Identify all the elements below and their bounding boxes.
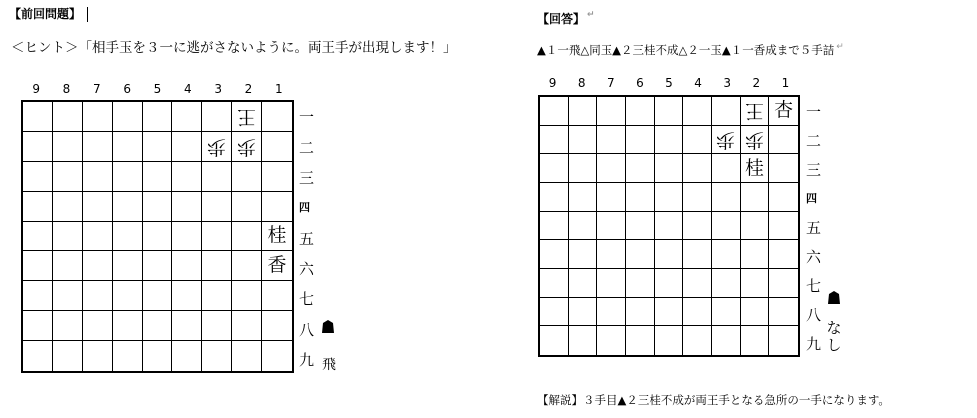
board-square <box>712 126 741 155</box>
file-label: 3 <box>723 76 732 90</box>
explanation-text: 【解説】３手目▲２三桂不成が両王手となる急所の一手になります。 <box>537 393 890 407</box>
board-square <box>262 341 292 371</box>
board-square <box>232 102 262 132</box>
board-square <box>172 311 202 341</box>
board-square <box>83 162 113 192</box>
board-square <box>172 192 202 222</box>
board-square <box>769 183 798 212</box>
board-square <box>23 132 53 162</box>
board-square <box>113 281 143 311</box>
board-square <box>597 269 626 298</box>
board-square <box>172 132 202 162</box>
board-square <box>83 251 113 281</box>
rank-label: 九 <box>806 335 822 354</box>
board-square <box>655 212 684 241</box>
board-square <box>232 281 262 311</box>
sente-piece: 桂 <box>744 156 764 179</box>
opponent-piece: 王 <box>744 100 764 123</box>
file-label: 6 <box>123 82 131 96</box>
board-square <box>741 97 770 126</box>
board-square <box>202 192 232 222</box>
rank-label: 八 <box>299 320 315 339</box>
board-square <box>83 132 113 162</box>
board-square <box>53 102 83 132</box>
board-square <box>83 281 113 311</box>
board-square <box>113 251 143 281</box>
board-square <box>143 341 173 371</box>
board-square <box>202 162 232 192</box>
file-label: 6 <box>636 76 644 90</box>
board-square <box>540 269 569 298</box>
board-square <box>769 97 798 126</box>
file-label: 1 <box>781 76 790 90</box>
board-square <box>712 212 741 241</box>
board-square <box>540 212 569 241</box>
board-square <box>569 126 598 155</box>
board-square <box>23 341 53 371</box>
board-square <box>597 154 626 183</box>
board-square <box>113 102 143 132</box>
board-square <box>597 97 626 126</box>
sente-piece-icon <box>828 291 840 304</box>
board-square <box>143 132 173 162</box>
board-square <box>172 162 202 192</box>
board-square <box>569 269 598 298</box>
file-label: 5 <box>153 82 162 96</box>
board-square <box>683 212 712 241</box>
rank-label: 八 <box>806 306 822 325</box>
board-square <box>712 154 741 183</box>
hint-text: ＜ヒント＞「相手玉を３一に逃がさないように。両王手が出現します！」 <box>11 40 457 56</box>
board-square <box>232 162 262 192</box>
board-square <box>655 97 684 126</box>
board-square <box>172 251 202 281</box>
board-square <box>262 222 292 252</box>
file-label: 4 <box>184 82 192 96</box>
opponent-piece: 王 <box>237 105 257 128</box>
file-label: 2 <box>244 82 253 96</box>
board-square <box>262 251 292 281</box>
file-label: 8 <box>62 82 71 96</box>
board-square <box>569 212 598 241</box>
file-label: 7 <box>93 82 101 96</box>
right-heading <box>537 10 595 27</box>
file-label: 7 <box>606 76 615 90</box>
board-square <box>232 192 262 222</box>
opponent-piece: 歩 <box>237 135 257 158</box>
board-square <box>113 162 143 192</box>
board-square <box>569 97 598 126</box>
board-square <box>683 97 712 126</box>
board-square <box>262 311 292 341</box>
sente-piece: 桂 <box>267 224 287 247</box>
board-square <box>23 102 53 132</box>
board-square <box>655 183 684 212</box>
rank-label: 九 <box>299 350 315 369</box>
board-square <box>712 269 741 298</box>
sente-piece: 杏 <box>774 99 794 122</box>
board-square <box>143 251 173 281</box>
board-square <box>569 183 598 212</box>
board-square <box>741 154 770 183</box>
board-square <box>626 154 655 183</box>
board-square <box>683 240 712 269</box>
board-square <box>143 162 173 192</box>
board-square <box>143 281 173 311</box>
board-square <box>769 326 798 355</box>
board-square <box>597 183 626 212</box>
board-square <box>232 251 262 281</box>
rank-label: 二 <box>299 138 315 157</box>
sente-piece-icon <box>322 320 334 333</box>
board-square <box>232 341 262 371</box>
board-square <box>569 298 598 327</box>
board-square <box>712 183 741 212</box>
rank-label: 三 <box>806 160 822 179</box>
opponent-piece: 歩 <box>716 128 736 151</box>
board-square <box>53 222 83 252</box>
board-square <box>655 326 684 355</box>
board-square <box>597 212 626 241</box>
rank-label: 七 <box>299 290 315 309</box>
board-square <box>540 298 569 327</box>
board-square <box>202 251 232 281</box>
board-square <box>569 240 598 269</box>
board-square <box>626 126 655 155</box>
board-square <box>626 326 655 355</box>
board-square <box>232 222 262 252</box>
board-square <box>769 154 798 183</box>
board-square <box>262 281 292 311</box>
board-square <box>597 326 626 355</box>
sente-piece: 香 <box>267 254 287 277</box>
board-square <box>83 311 113 341</box>
board-square <box>262 192 292 222</box>
board-square <box>53 132 83 162</box>
board-square <box>53 251 83 281</box>
board-square <box>113 192 143 222</box>
board-square <box>597 298 626 327</box>
board-square <box>232 311 262 341</box>
board-square <box>202 102 232 132</box>
board-square <box>683 269 712 298</box>
paragraph-mark: ↵ <box>836 42 844 52</box>
rank-label: 四 <box>299 201 310 215</box>
solution-line <box>537 42 844 58</box>
board-square <box>23 162 53 192</box>
board-square <box>143 192 173 222</box>
left-board <box>21 100 294 373</box>
board-square <box>23 192 53 222</box>
board-square <box>741 183 770 212</box>
file-label: 8 <box>577 76 586 90</box>
board-square <box>172 102 202 132</box>
file-label: 5 <box>665 76 673 90</box>
file-label: 3 <box>214 82 222 96</box>
left-heading-text: 【前回問題】 <box>9 7 82 21</box>
board-square <box>83 102 113 132</box>
board-square <box>540 154 569 183</box>
board-square <box>143 222 173 252</box>
opponent-piece: 歩 <box>744 128 764 151</box>
board-square <box>202 132 232 162</box>
board-square <box>53 162 83 192</box>
board-square <box>172 341 202 371</box>
board-square <box>202 222 232 252</box>
rank-label: 四 <box>806 191 817 205</box>
board-square <box>626 240 655 269</box>
board-square <box>683 154 712 183</box>
board-square <box>143 311 173 341</box>
board-square <box>683 126 712 155</box>
right-hand-pieces: なし <box>826 319 842 354</box>
board-square <box>683 298 712 327</box>
board-square <box>769 212 798 241</box>
board-square <box>262 132 292 162</box>
text-cursor <box>87 7 88 22</box>
board-square <box>655 298 684 327</box>
board-square <box>540 183 569 212</box>
board-square <box>540 97 569 126</box>
rank-label: 三 <box>299 168 315 187</box>
board-square <box>626 183 655 212</box>
board-square <box>626 269 655 298</box>
board-square <box>53 192 83 222</box>
file-label: 4 <box>694 76 702 90</box>
board-square <box>683 326 712 355</box>
board-square <box>569 326 598 355</box>
right-heading-text: 【回答】 <box>537 12 586 26</box>
board-square <box>540 240 569 269</box>
board-square <box>53 341 83 371</box>
board-square <box>23 251 53 281</box>
rank-label: 七 <box>806 277 822 296</box>
board-square <box>655 126 684 155</box>
board-square <box>113 311 143 341</box>
board-square <box>655 269 684 298</box>
board-square <box>83 192 113 222</box>
board-square <box>53 281 83 311</box>
board-square <box>202 311 232 341</box>
solution-text: ▲１一飛△同玉▲２三桂不成△２一玉▲１一香成まで５手詰 <box>537 43 835 57</box>
board-square <box>655 240 684 269</box>
board-square <box>113 341 143 371</box>
board-square <box>597 240 626 269</box>
opponent-piece: 歩 <box>207 135 227 158</box>
board-square <box>569 154 598 183</box>
board-square <box>540 326 569 355</box>
board-square <box>202 341 232 371</box>
board-square <box>769 298 798 327</box>
rank-label: 六 <box>806 248 822 267</box>
file-label: 1 <box>275 82 283 96</box>
board-square <box>741 126 770 155</box>
board-square <box>23 311 53 341</box>
board-square <box>626 212 655 241</box>
rank-label: 五 <box>806 219 822 237</box>
board-square <box>712 97 741 126</box>
board-square <box>769 269 798 298</box>
right-board-grid <box>540 97 798 355</box>
right-board <box>538 95 800 357</box>
board-square <box>83 341 113 371</box>
rank-label: 二 <box>806 131 822 150</box>
board-square <box>626 97 655 126</box>
left-board-grid <box>23 102 292 371</box>
board-square <box>113 132 143 162</box>
board-square <box>143 102 173 132</box>
file-label: 2 <box>752 76 761 90</box>
file-label: 9 <box>32 82 40 96</box>
board-square <box>769 126 798 155</box>
board-square <box>655 154 684 183</box>
board-square <box>712 240 741 269</box>
board-square <box>769 240 798 269</box>
board-square <box>741 326 770 355</box>
board-square <box>741 240 770 269</box>
board-square <box>172 222 202 252</box>
rank-label: 一 <box>806 102 822 121</box>
board-square <box>83 222 113 252</box>
board-square <box>712 298 741 327</box>
board-square <box>741 212 770 241</box>
paragraph-mark: ↵ <box>587 10 595 20</box>
board-square <box>262 162 292 192</box>
board-square <box>23 222 53 252</box>
board-square <box>232 132 262 162</box>
board-square <box>172 281 202 311</box>
board-square <box>202 281 232 311</box>
board-square <box>23 281 53 311</box>
rank-label: 六 <box>299 259 315 278</box>
left-hand-pieces: 飛 <box>322 357 336 373</box>
rank-label: 一 <box>299 108 315 127</box>
board-square <box>540 126 569 155</box>
board-square <box>741 269 770 298</box>
board-square <box>741 298 770 327</box>
board-square <box>597 126 626 155</box>
board-square <box>53 311 83 341</box>
board-square <box>113 222 143 252</box>
rank-label: 五 <box>299 229 315 248</box>
board-square <box>712 326 741 355</box>
board-square <box>626 298 655 327</box>
file-label: 9 <box>548 76 557 90</box>
left-heading <box>9 5 88 22</box>
board-square <box>262 102 292 132</box>
board-square <box>683 183 712 212</box>
